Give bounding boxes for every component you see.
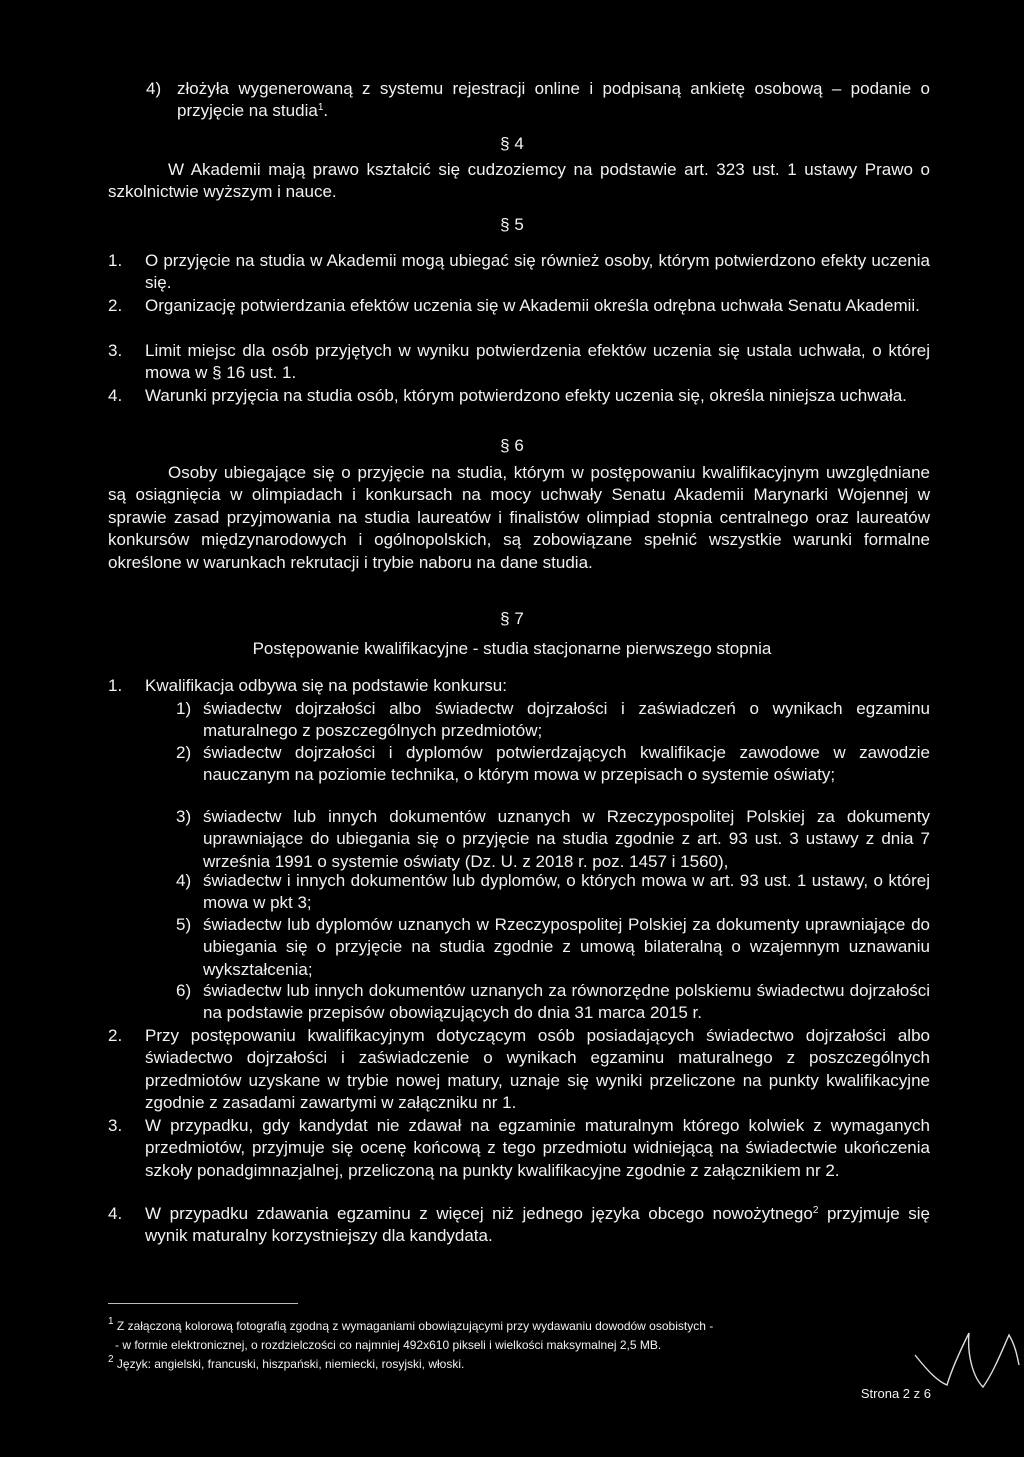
section-4-heading: § 4: [500, 134, 524, 153]
footnote: [108, 1318, 898, 1335]
item-number: 2.: [108, 1026, 123, 1045]
footnote-text: Z załączoną kolorową fotografią zgodną z wymaganiami obowiązującymi przy wydawaniu dowodów osobistych -: [116, 1319, 714, 1333]
subitem-number: 3): [176, 807, 192, 826]
item-number: 3.: [108, 341, 123, 360]
footnote-number: 2: [108, 1354, 114, 1365]
subitem-number: 1): [176, 699, 192, 718]
item-number: 1.: [108, 251, 123, 270]
section-7-subitem: świadectw lub innych dokumentów uznanych w Rzeczypospolitej Polskiej za dokumenty uprawniające do ubiegania się o przyjęcie na studia zgodnie z art. 93 ust. 3 ustawy z dnia 7 września 1991 o systemie oświaty (Dz. U. z 2018 r. poz. 1457 i 1560),: [203, 807, 930, 871]
subitem-number: 2): [176, 743, 192, 762]
footnote-number: 1: [108, 1316, 114, 1327]
section-6-text: Osoby ubiegające się o przyjęcie na studia, którym w postępowaniu kwalifikacyjnym uwzględniane są osiągnięcia w olimpiadach i konkursach na mocy uchwały Senatu Akademii Marynarki Wojennej w sprawie zasad przyjmowania na studia laureatów i finalistów olimpiad stopnia centralnego oraz laureatów konkursów międzynarodowych i ogólnopolskich, są zobowiązane spełnić wszystkie warunki formalne określone w warunkach rekrutacji i trybie naboru na dane studia.: [108, 463, 930, 572]
item-number: 1.: [108, 676, 123, 695]
section-5-heading: § 5: [500, 215, 524, 234]
subitem-number: 5): [176, 915, 192, 934]
footnote-ref: 1: [317, 102, 324, 114]
section-7-paragraph: [145, 1203, 930, 1248]
header-item-text: [177, 78, 930, 123]
header-item-period: .: [323, 101, 329, 121]
section-7-heading: § 7: [500, 609, 524, 628]
section-5-item: Limit miejsc dla osób przyjętych w wyniku potwierdzenia efektów uczenia się ustala uchwała, o której mowa w § 16 ust. 1.: [145, 341, 930, 383]
item-number: 3.: [108, 1116, 123, 1135]
paragraph-body: W przypadku zdawania egzaminu z więcej niż jednego języka obcego nowożytnego: [145, 1204, 813, 1223]
paragraph-body-cont: przyjmuje się wynik maturalny korzystniejszy dla kandydata.: [145, 1204, 930, 1246]
subitem-number: 4): [176, 871, 192, 890]
item-number: 4): [146, 79, 162, 98]
section-7-subitem: świadectw i innych dokumentów lub dyplomów, o których mowa w art. 93 ust. 1 ustawy, o której mowa w pkt 3;: [203, 871, 930, 913]
footnote-ref: 2: [812, 1205, 819, 1216]
footnote-continuation: - w formie elektronicznej, o rozdzielczości co najmniej 492x610 pikseli i wielkości maksymalnej 2,5 MB.: [115, 1338, 662, 1352]
section-5-item: Organizację potwierdzania efektów uczenia się w Akademii określa odrębna uchwała Senatu Akademii.: [145, 296, 920, 315]
section-4-text: W Akademii mają prawo kształcić się cudzoziemcy na podstawie art. 323 ust. 1 ustawy Prawo o szkolnictwie wyższym i nauce.: [108, 160, 930, 202]
section-6-heading: § 6: [500, 436, 524, 455]
item-number: 4.: [108, 1204, 123, 1223]
section-7-paragraph: W przypadku, gdy kandydat nie zdawał na egzaminie maturalnym którego kolwiek z wymaganych przedmiotów, przyjmuje się ocenę końcową z tego przedmiotu widniejącą na świadectwie ukończenia szkoły ponadgimnazjalnej, przeliczoną na punkty kwalifikacyjne zgodnie z załącznikiem nr 2.: [145, 1116, 930, 1180]
section-5-item: O przyjęcie na studia w Akademii mogą ubiegać się również osoby, którym potwierdzono efekty uczenia się.: [145, 251, 930, 293]
section-7-subitem: świadectw lub dyplomów uznanych w Rzeczypospolitej Polskiej za dokumenty uprawniające do ubiegania się o przyjęcie na studia zgodnie z umową bilateralną o wzajemnym uznawaniu wykształcenia;: [203, 915, 930, 979]
page-number: Strona 2 z 6: [860, 1386, 931, 1401]
item-number: 2.: [108, 296, 123, 315]
section-7-subheading: Postępowanie kwalifikacyjne - studia stacjonarne pierwszego stopnia: [252, 639, 772, 658]
section-7-subitem: świadectw dojrzałości albo świadectw dojrzałości i zaświadczeń o wynikach egzaminu maturalnego z poszczególnych przedmiotów;: [203, 699, 930, 741]
section-7-subitem: świadectw lub innych dokumentów uznanych za równorzędne polskiemu świadectwu dojrzałości na podstawie przepisów obowiązujących do dnia 31 marca 2015 r.: [203, 981, 930, 1023]
footnote-text: Język: angielski, francuski, hiszpański, niemiecki, rosyjski, włoski.: [116, 1357, 465, 1371]
section-7-subitem: świadectw dojrzałości i dyplomów potwierdzających kwalifikacje zawodowe w zawodzie nauczanym na poziomie technika, o którym mowa w przepisach o systemie oświaty;: [203, 743, 930, 785]
footnote: [108, 1356, 898, 1373]
section-7-paragraph: Kwalifikacja odbywa się na podstawie konkursu:: [145, 676, 507, 695]
section-5-item: Warunki przyjęcia na studia osób, którym potwierdzono efekty uczenia się, określa niniejsza uchwała.: [145, 386, 907, 405]
footnote-separator: [108, 1303, 298, 1304]
subitem-number: 6): [176, 981, 192, 1000]
header-item-body: złożyła wygenerowaną z systemu rejestracji online i podpisaną ankietę osobową – podanie o przyjęcie na studia: [177, 79, 930, 121]
item-number: 4.: [108, 386, 123, 405]
section-7-paragraph: Przy postępowaniu kwalifikacyjnym dotyczącym osób posiadających świadectwo dojrzałości albo świadectwo dojrzałości i zaświadczenie o wynikach egzaminu maturalnego z poszczególnych przedmiotów uzyskane w trybie nowej matury, uznaje się wyniki przeliczone na punkty kwalifikacyjne zgodnie z zasadami zawartymi w załączniku nr 1.: [145, 1026, 930, 1113]
